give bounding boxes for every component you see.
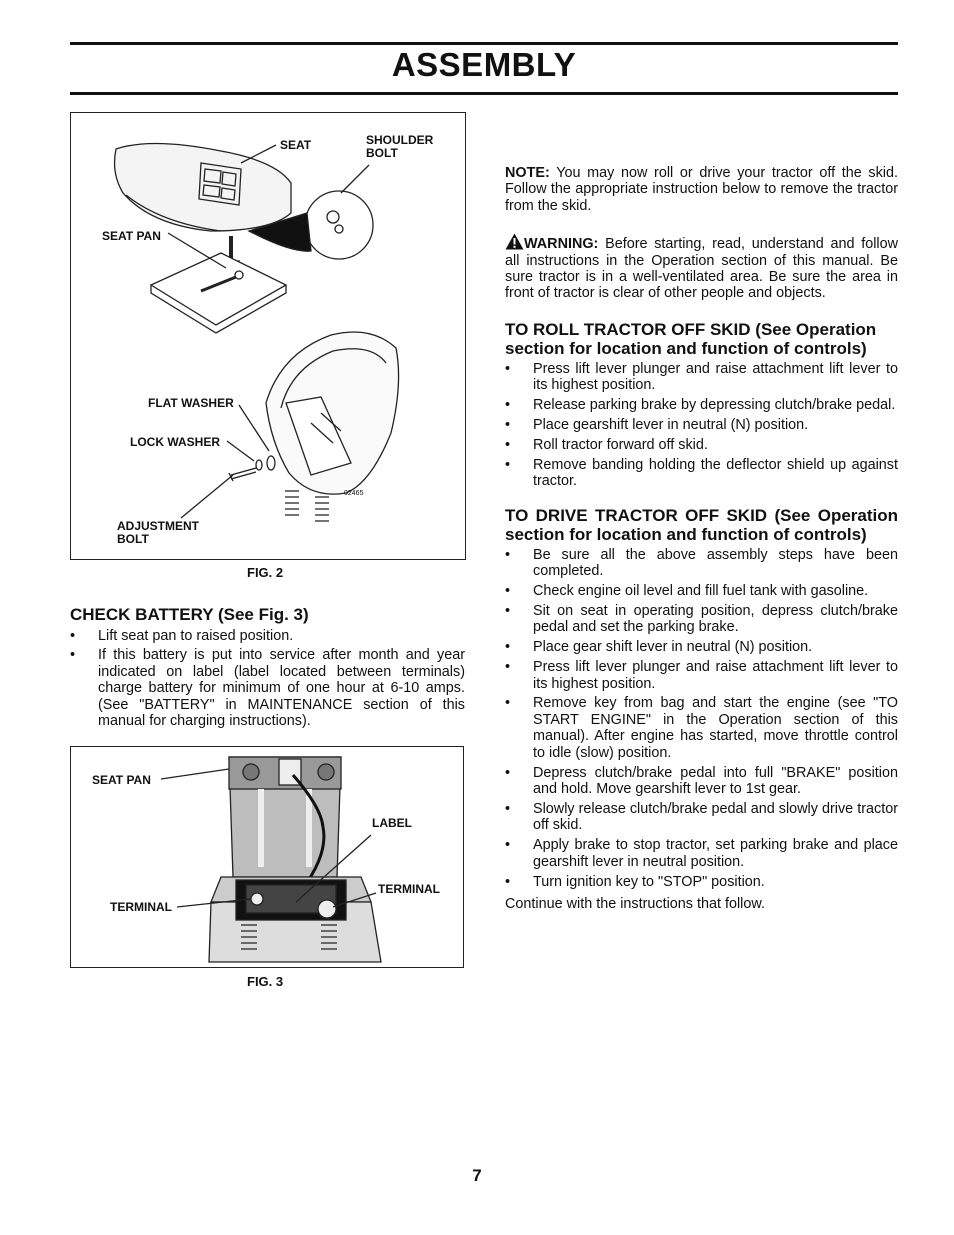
roll-off-heading: TO ROLL TRACTOR OFF SKID (See Operation section for location and function of controls) [505, 319, 877, 359]
list-item: • Place gear shift lever in neutral (N) position. [505, 639, 898, 655]
fig2-illustration [70, 112, 466, 560]
note-paragraph [505, 165, 898, 214]
label-seat-pan: SEAT PAN [102, 229, 161, 243]
header-top-rule [70, 42, 898, 45]
list-item: • Release parking brake by depressing clutch/brake pedal. [505, 397, 898, 413]
list-item: • Be sure all the above assembly steps have been completed. [505, 547, 898, 580]
list-item: • Check engine oil level and fill fuel tank with gasoline. [505, 583, 898, 599]
list-item: • Roll tractor forward off skid. [505, 437, 898, 453]
label-label: LABEL [372, 816, 412, 830]
fig3-caption: FIG. 3 [247, 974, 284, 989]
list-item: • Slowly release clutch/brake pedal and slowly drive tractor off skid. [505, 801, 898, 834]
label-seat-pan-fig3: SEAT PAN [92, 773, 151, 787]
page-title: ASSEMBLY [391, 46, 577, 83]
page-number: 7 [472, 1166, 482, 1185]
list-item: • Apply brake to stop tractor, set parking brake and place gearshift lever in neutral position. [505, 837, 898, 870]
list-item: • Turn ignition key to "STOP" position. [505, 874, 898, 890]
list-item: • Lift seat pan to raised position. [70, 628, 465, 644]
label-lock-washer: LOCK WASHER [130, 435, 220, 449]
warning-text: Before starting, read, understand and follow all instructions in the Operation section of this manual. Be sure tractor is in a well-ventilated area. Be sure the area in front of tractor is clear of other people and objects. [505, 236, 898, 302]
label-adjustment-bolt: ADJUSTMENT BOLT [117, 519, 200, 546]
drive-off-list [505, 547, 898, 890]
list-item: • Remove key from bag and start the engine (see "TO START ENGINE" in the Operation section of this manual). After engine has started, move throttle control to idle (slow) position. [505, 695, 898, 761]
note-text: You may now roll or drive your tractor off the skid. Follow the appropriate instruction below to remove the tractor from the skid. [505, 165, 898, 214]
fig3-illustration [70, 746, 464, 968]
right-column [505, 165, 898, 912]
check-battery-section [70, 605, 465, 733]
list-item: • Place gearshift lever in neutral (N) position. [505, 417, 898, 433]
check-battery-list [70, 628, 465, 730]
label-flat-washer: FLAT WASHER [148, 396, 234, 410]
continue-text: Continue with the instructions that follow. [505, 895, 765, 912]
warning-label: WARNING: [524, 236, 599, 253]
label-terminal-left: TERMINAL [110, 900, 172, 914]
header-bottom-rule [70, 92, 898, 95]
seat-assembly-drawing [71, 113, 465, 559]
warning-triangle-icon [505, 233, 524, 250]
part-number: 02465 [344, 490, 364, 497]
list-item: • Remove banding holding the deflector shield up against tractor. [505, 457, 898, 490]
list-item: • If this battery is put into service after month and year indicated on label (label located between terminals) charge battery for minimum of one hour at 6-10 amps. (See "BATTERY" in MAINTENANCE section of this manual for charging instructions). [70, 647, 465, 729]
drive-off-heading: TO DRIVE TRACTOR OFF SKID (See Operation section for location and function of controls) [505, 505, 898, 545]
label-shoulder-bolt: SHOULDER BOLT [366, 133, 434, 160]
note-label: NOTE: [505, 165, 550, 181]
warning-paragraph [505, 233, 898, 302]
check-battery-heading: CHECK BATTERY (See Fig. 3) [70, 605, 309, 624]
list-item: • Sit on seat in operating position, depress clutch/brake pedal and set the parking brake. [505, 603, 898, 636]
fig2-caption: FIG. 2 [247, 565, 284, 580]
list-item: • Press lift lever plunger and raise attachment lift lever to its highest position. [505, 659, 898, 692]
roll-off-list [505, 361, 898, 490]
label-terminal-right: TERMINAL [378, 882, 440, 896]
list-item: • Press lift lever plunger and raise attachment lift lever to its highest position. [505, 361, 898, 394]
label-seat: SEAT [280, 138, 312, 152]
list-item: • Depress clutch/brake pedal into full "BRAKE" position and hold. Move gearshift lever to 1st gear. [505, 765, 898, 798]
